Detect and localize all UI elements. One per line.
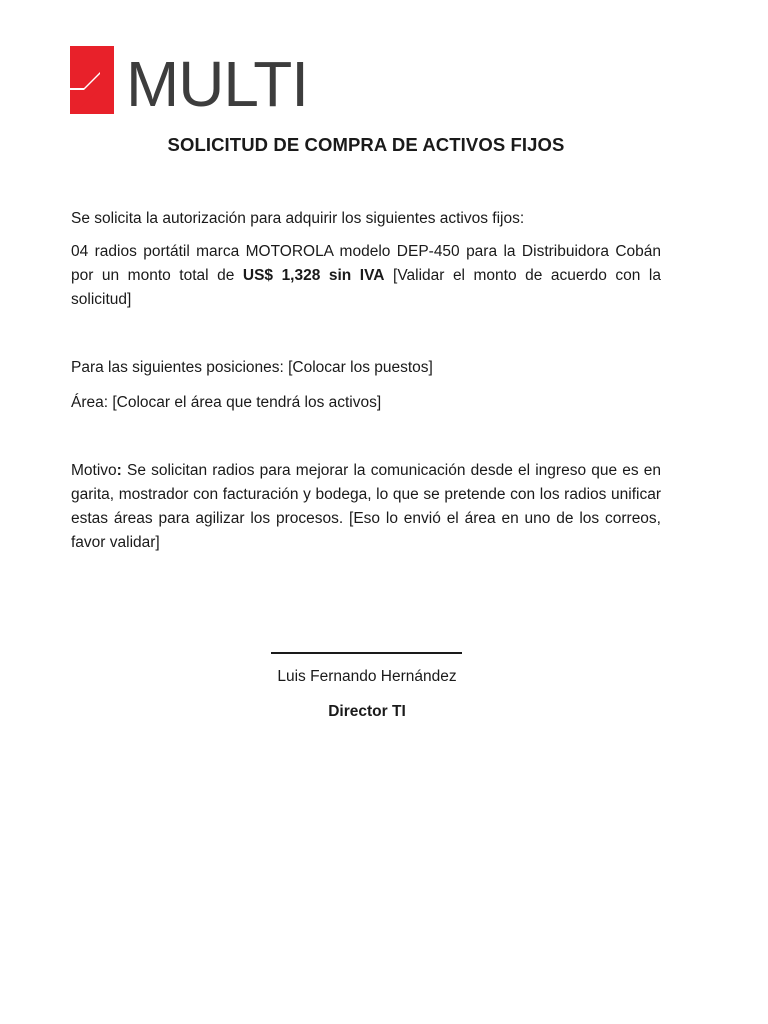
positions-paragraph: Para las siguientes posiciones: [Colocar los puestos] [71,359,433,376]
item-note: [Validar el monto de acuerdo con la solicitud] [71,267,661,308]
item-amount: US$ 1,328 sin IVA [242,267,385,284]
company-logo [70,44,310,116]
signatory-name: Luis Fernando Hernández [277,668,457,685]
document-title: SOLICITUD DE COMPRA DE ACTIVOS FIJOS [167,134,565,155]
signature-line [271,652,462,654]
reason-text: Se solicitan radios para mejorar la comunicación desde el ingreso que es en garita, mostrador con facturación y bodega, lo que se pretende con los radios unificar estas áreas para agilizar los procesos. [Eso lo envió el área en uno de los correos, favor validar] [71,462,661,551]
intro-paragraph: Se solicita la autorización para adquirir los siguientes activos fijos: [71,210,525,227]
reason-label: Motivo: [71,462,122,479]
item-paragraph [71,240,661,312]
area-paragraph: Área: [Colocar el área que tendrá los activos] [71,394,382,411]
reason-paragraph [71,459,661,555]
item-description: 04 radios portátil marca MOTOROLA modelo DEP-450 para la Distribuidora Cobán por un monto total de [71,243,661,284]
signatory-role: Director TI [328,703,406,720]
logo-arrow-icon [70,46,114,114]
logo-text: MULTI [126,48,308,116]
